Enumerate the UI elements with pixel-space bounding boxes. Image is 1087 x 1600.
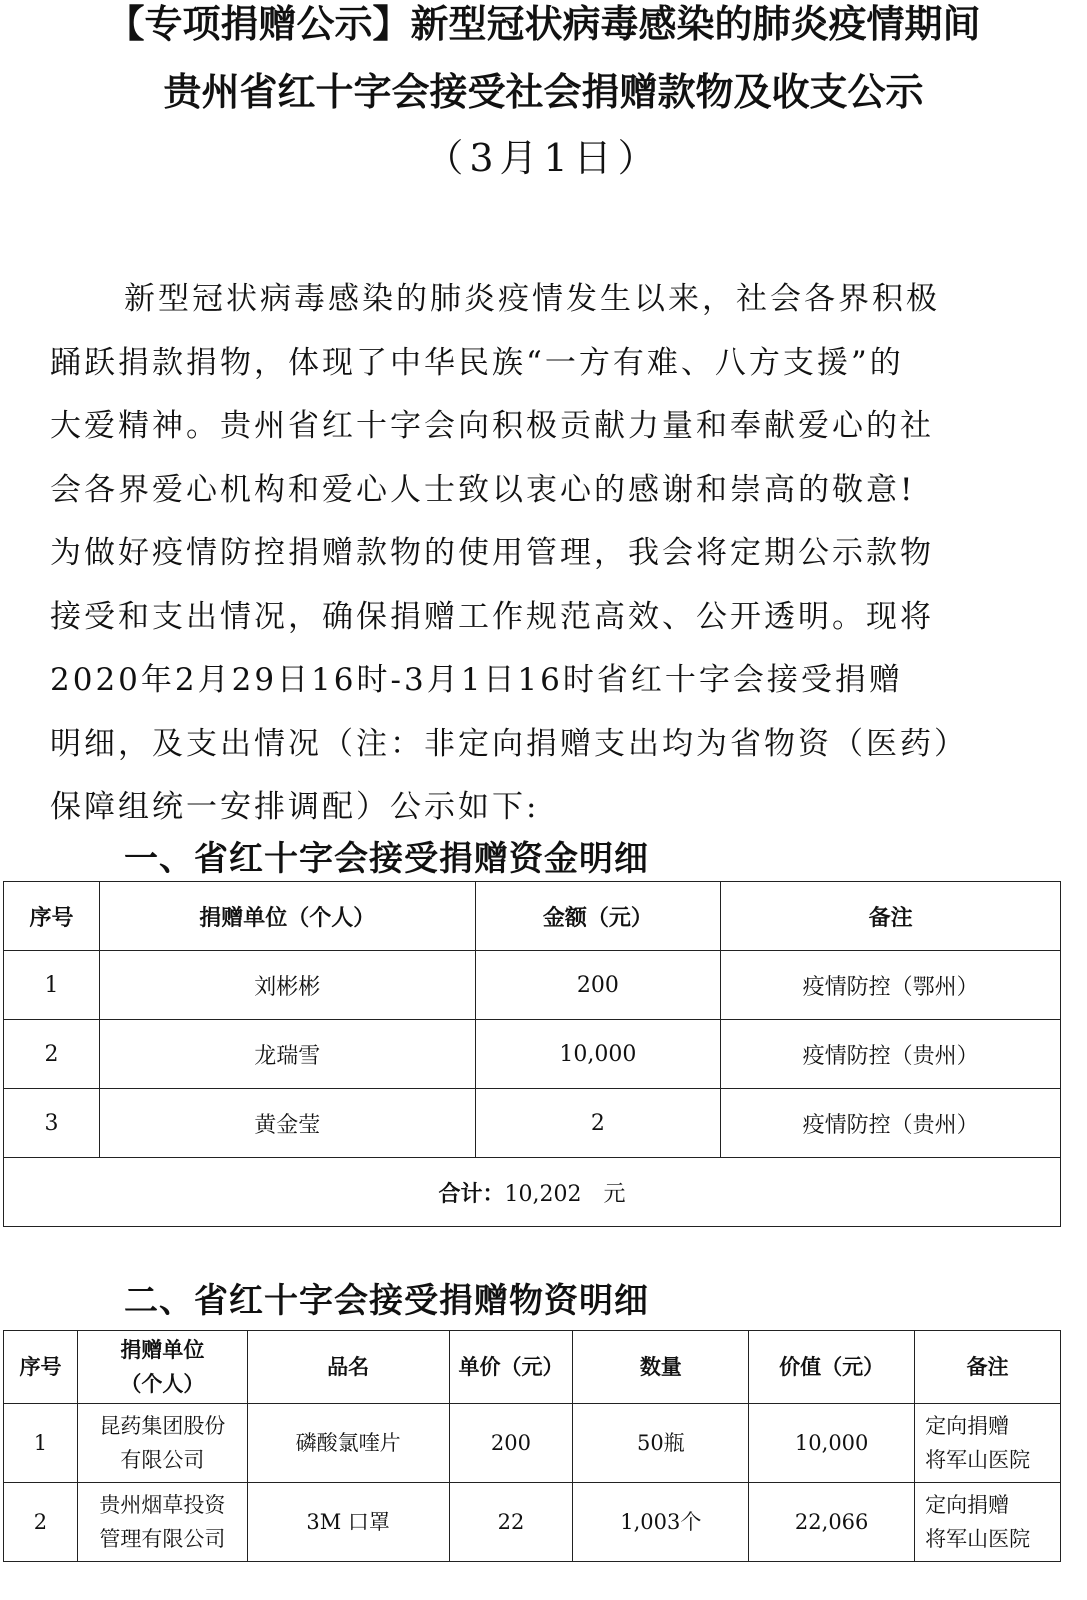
table-cell: 疫情防控（贵州）: [721, 1089, 1061, 1158]
table-cell: 刘彬彬: [99, 951, 475, 1020]
table-cell: [77, 1483, 247, 1562]
note-line: 定向捐赠: [925, 1414, 1010, 1438]
table-cell: 疫情防控（贵州）: [721, 1020, 1061, 1089]
intro-line: 明细，及支出情况（注：非定向捐赠支出均为省物资（医药）: [50, 725, 968, 762]
header-cell: 备注: [721, 882, 1061, 951]
header-cell: [77, 1331, 247, 1404]
table-row: [4, 1404, 1061, 1483]
header-cell: 单价（元）: [449, 1331, 573, 1404]
table-cell: [915, 1404, 1061, 1483]
header-cell: 品名: [247, 1331, 449, 1404]
table-cell: 200: [475, 951, 721, 1020]
header-cell-line: 捐赠单位: [120, 1338, 205, 1362]
table-cell: 1: [4, 1404, 78, 1483]
table-cell: 2: [4, 1020, 100, 1089]
note-line: 将军山医院: [925, 1527, 1031, 1551]
header-cell: 捐赠单位（个人）: [99, 882, 475, 951]
donor-line: 贵州烟草投资: [99, 1493, 226, 1517]
total-label: 合计：: [438, 1180, 505, 1207]
intro-line: 踊跃捐款捐物，体现了中华民族“一方有难、八方支援”的: [50, 344, 904, 381]
table-cell: 龙瑞雪: [99, 1020, 475, 1089]
total-cell: [4, 1158, 1061, 1227]
note-line: 定向捐赠: [925, 1493, 1010, 1517]
intro-line: 为做好疫情防控捐赠款物的使用管理，我会将定期公示款物: [50, 535, 934, 571]
table-cell: 磷酸氯喹片: [247, 1404, 449, 1483]
intro-line: 新型冠状病毒感染的肺炎疫情发生以来，社会各界积极: [124, 281, 940, 317]
table-cell: 3M 口罩: [247, 1483, 449, 1562]
header-cell: 序号: [4, 882, 100, 951]
table-cell: 10,000: [749, 1404, 915, 1483]
header-cell: 金额（元）: [475, 882, 721, 951]
table-total-row: [4, 1158, 1061, 1227]
intro-paragraph: [50, 268, 1040, 840]
note-line: 将军山医院: [925, 1448, 1031, 1472]
table-cell: 22: [449, 1483, 573, 1562]
table-cell: 2: [4, 1483, 78, 1562]
intro-line: 2020年2月29日16时-3月1日16时省红十字会接受捐赠: [50, 662, 903, 698]
table-cell: 22,066: [749, 1483, 915, 1562]
title-date: （3月1日）: [425, 136, 662, 180]
table-cell: 10,000: [475, 1020, 721, 1089]
table-cell: 3: [4, 1089, 100, 1158]
table-row: [4, 1020, 1061, 1089]
table-cell: [915, 1483, 1061, 1562]
table-row: [4, 951, 1061, 1020]
intro-line: 大爱精神。贵州省红十字会向积极贡献力量和奉献爱心的社: [50, 408, 934, 444]
funds-table: [3, 881, 1061, 1227]
table-cell: 黄金莹: [99, 1089, 475, 1158]
table-header-row: [4, 882, 1061, 951]
total-value: 10,202 元: [504, 1181, 626, 1207]
table-cell: [77, 1404, 247, 1483]
donor-line: 有限公司: [120, 1448, 205, 1472]
title-line-2: 贵州省红十字会接受社会捐赠款物及收支公示: [163, 70, 924, 114]
donor-line: 昆药集团股份: [99, 1414, 226, 1438]
goods-table: [3, 1330, 1061, 1562]
section-heading-funds: 一、省红十字会接受捐赠资金明细: [124, 839, 649, 879]
table-cell: 2: [475, 1089, 721, 1158]
section-heading-goods: 二、省红十字会接受捐赠物资明细: [124, 1281, 649, 1321]
intro-line: 保障组统一安排调配）公示如下:: [50, 789, 540, 825]
intro-line: 会各界爱心机构和爱心人士致以衷心的感谢和崇高的敬意!: [50, 471, 916, 508]
donor-line: 管理有限公司: [99, 1527, 226, 1551]
table-cell: 疫情防控（鄂州）: [721, 951, 1061, 1020]
table-header-row: [4, 1331, 1061, 1404]
header-cell: 数量: [573, 1331, 749, 1404]
header-cell-line: （个人）: [120, 1372, 205, 1396]
table-cell: 1: [4, 951, 100, 1020]
table-cell: 200: [449, 1404, 573, 1483]
title-line-1: 【专项捐赠公示】新型冠状病毒感染的肺炎疫情期间: [106, 2, 981, 46]
intro-line: 接受和支出情况，确保捐赠工作规范高效、公开透明。现将: [50, 598, 934, 635]
table-cell: 1,003个: [573, 1483, 749, 1562]
table-row: [4, 1483, 1061, 1562]
header-cell: 备注: [915, 1331, 1061, 1404]
header-cell: 序号: [4, 1331, 78, 1404]
table-cell: 50瓶: [573, 1404, 749, 1483]
header-cell: 价值（元）: [749, 1331, 915, 1404]
table-row: [4, 1089, 1061, 1158]
